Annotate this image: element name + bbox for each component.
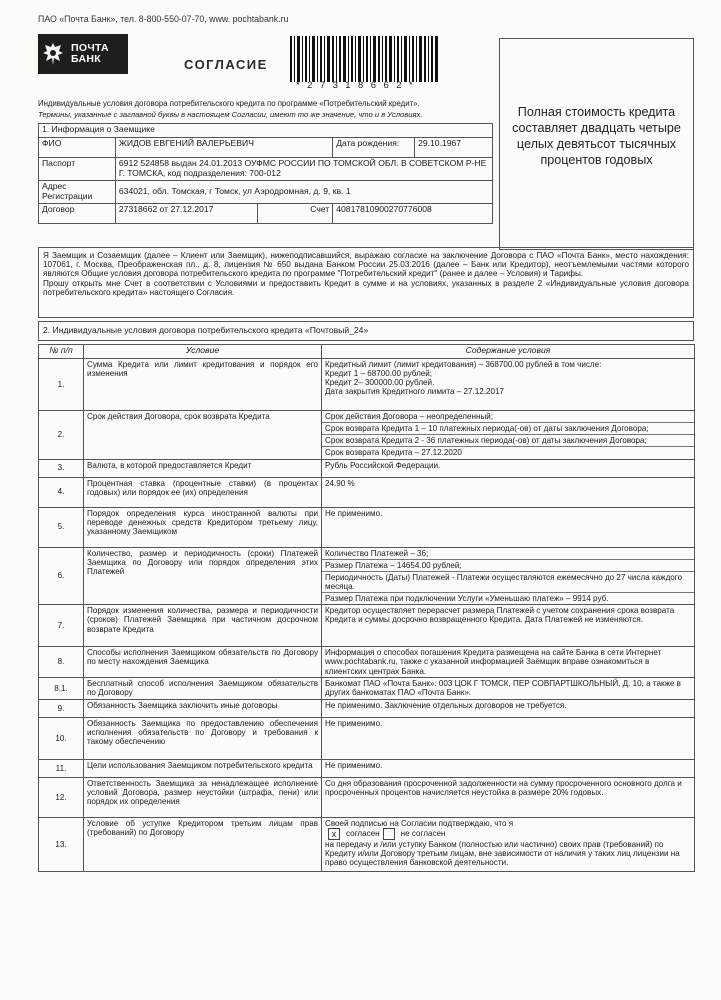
assignment-outro: на передачу и /или уступку Банком (полностью или частично) своих прав (требований) по Кредиту и/или Договору третьим лицам, вне зависимости от наличия у таких лиц лицензии на право осуществления банковской деятельности. <box>325 839 680 868</box>
agree-label: согласен <box>346 828 380 838</box>
agree-checkbox[interactable]: x <box>328 828 340 840</box>
row-condition: Срок действия Договора, срок возврата Кредита <box>84 411 322 460</box>
assignment-choice <box>325 828 691 840</box>
row-content <box>322 677 695 699</box>
row-content <box>322 647 695 677</box>
table-row <box>39 717 695 759</box>
consent-paragraph <box>38 247 694 318</box>
row-content <box>322 547 695 605</box>
row-number: 4. <box>39 477 84 507</box>
row-number: 3. <box>39 459 84 477</box>
column-header-content: Содержание условия <box>322 345 695 359</box>
content-line: Периодичность (Даты) Платежей - Платежи осуществляются ежемесячно до 27 числа каждого месяца. <box>322 571 694 591</box>
intro-line: Индивидуальные условия договора потребительского кредита по программе «Потребительский кредит». <box>38 99 420 108</box>
terms-note: Термины, указанные с заглавной буквы в настоящем Согласии, имеют то же значение, что и в Условиях. <box>38 109 423 119</box>
table-row <box>39 677 695 699</box>
table-row <box>39 647 695 677</box>
content-line: Срок возврата Кредита 1 – 10 платежных периода(-ов) от даты заключения Договора; <box>322 422 694 433</box>
table-row <box>39 507 695 547</box>
content-line: Информация о способах погашения Кредита размещена на сайте Банка в сети Интернет www.pochtabank.ru, также с указанной информацией Заёмщик вправе ознакомиться в клиентских центрах Банка. <box>325 648 662 676</box>
table-row <box>39 359 695 411</box>
row-condition: Валюта, в которой предоставляется Кредит <box>84 459 322 477</box>
content-line: Рубль Российской Федерации. <box>325 460 441 470</box>
account-value: 40817810900270776008 <box>333 203 493 223</box>
row-content <box>322 359 695 411</box>
table-row <box>39 699 695 717</box>
row-condition: Процентная ставка (процентные ставки) (в процентах годовых) или порядок ее (их) определения <box>84 477 322 507</box>
content-line: Банкомат ПАО «Почта Банк»: 003 ЦОК Г ТОМСК, ПЕР СОВПАРТШКОЛЬНЫЙ, Д. 10, а также в других банкоматах ПАО «Почта Банк». <box>325 678 681 697</box>
table-row <box>39 477 695 507</box>
content-line: Срок возврата Кредита – 27.12.2020 <box>322 446 694 457</box>
row-condition: Порядок определения курса иностранной валюты при переводе денежных средств Кредитором третьему лицу, указанному Заемщиком <box>84 507 322 547</box>
content-line: Не применимо. Заключение отдельных договоров не требуется. <box>325 700 567 710</box>
document-title: СОГЛАСИЕ <box>184 57 268 72</box>
bank-contact-line: ПАО «Почта Банк», тел. 8-800-550-07-70, www. pochtabank.ru <box>38 14 289 24</box>
dob-label: Дата рождения: <box>333 138 415 158</box>
row-number: 9. <box>39 699 84 717</box>
row-condition: Цели использования Заемщиком потребительского кредита <box>84 759 322 777</box>
content-line: Кредит 2– 300000.00 рублей. <box>325 378 435 388</box>
row-content <box>322 459 695 477</box>
passport-value: 6912 524858 выдан 24.01.2013 ОУФМС РОССИИ ПО ТОМСКОЙ ОБЛ. В СОВЕТСКОМ Р-НЕ Г. ТОМСКА, код подразделения: 700-012 <box>115 158 492 181</box>
row-number: 8.1. <box>39 677 84 699</box>
full-cost-box <box>499 38 694 250</box>
assignment-intro: Своей подписью на Согласии подтверждаю, что я <box>325 818 514 828</box>
row-content <box>322 777 695 817</box>
row-content <box>322 477 695 507</box>
fio-label: ФИО <box>39 138 116 158</box>
row-condition: Способы исполнения Заемщиком обязательств по Договору по месту нахождения Заемщика <box>84 647 322 677</box>
section1-title: 1. Информация о Заемщике <box>39 124 493 138</box>
row-content <box>322 817 695 871</box>
column-header-condition: Условие <box>84 345 322 359</box>
table-row <box>39 817 695 871</box>
column-header-number: № п/п <box>39 345 84 359</box>
content-line: 24.90 % <box>325 478 355 488</box>
table-row <box>39 547 695 605</box>
row-condition: Условие об уступке Кредитором третьим лицам прав (требований) по Договору <box>84 817 322 871</box>
table-row <box>39 777 695 817</box>
address-value: 634021, обл. Томская, г Томск, ул Аэродромная, д. 9, кв. 1 <box>115 180 492 203</box>
table-row <box>39 411 695 460</box>
content-line: Количество Платежей – 36; <box>325 548 429 558</box>
row-number: 10. <box>39 717 84 759</box>
row-number: 11. <box>39 759 84 777</box>
passport-label: Паспорт <box>39 158 116 181</box>
content-line: Кредитный лимит (лимит кредитования) – 368700.00 рублей в том числе: <box>325 360 602 369</box>
row-condition: Бесплатный способ исполнения Заемщиком обязательств по Договору <box>84 677 322 699</box>
consent-text: Я Заемщик и Созаемщик (далее – Клиент или Заемщик), нижеподписавшийся, выражаю согласие на заключение Договора с ПАО «Почта Банк», место нахождения: 107061, г. Москва, Преображенская пл., д. 8, лицензия № 650 выдана Банком России 25.03.2016 (далее – Банк или Кредитор), неотъемлемыми частями которого являются Общие условия договора потребительского кредита по программе "Потребительский кредит" (ранее и далее – Условия) и Тарифы. <box>43 251 689 279</box>
row-condition: Порядок изменения количества, размера и периодичности (сроков) Платежей Заемщика при частичном досрочном возврате Кредита <box>84 605 322 647</box>
row-condition: Обязанность Заемщика заключить иные договоры <box>84 699 322 717</box>
row-content <box>322 759 695 777</box>
row-number: 2. <box>39 411 84 460</box>
content-line: Дата закрытия Кредитного лимита – 27.12.2017 <box>325 387 505 397</box>
row-content <box>322 507 695 547</box>
row-content <box>322 411 695 460</box>
pochta-bank-logo <box>38 34 128 74</box>
table-row <box>39 459 695 477</box>
table-row <box>39 605 695 647</box>
content-line: Размер Платежа при подключении Услуги «Уменьшаю платеж» – 9914 руб. <box>322 592 694 603</box>
row-condition: Сумма Кредита или лимит кредитования и порядок его изменения <box>84 359 322 411</box>
content-line: Размер Платежа – 14654.00 рублей; <box>322 559 694 570</box>
row-number: 5. <box>39 507 84 547</box>
content-line: Со дня образования просроченной задолженности на сумму просроченного основного долга и просроченных процентов начисляется неустойка в размере 20% годовых. <box>325 778 682 797</box>
logo-text: ПОЧТА БАНК <box>71 41 109 65</box>
fio-value: ЖИДОВ ЕВГЕНИЙ ВАЛЕРЬЕВИЧ <box>115 138 332 158</box>
row-number: 6. <box>39 547 84 605</box>
full-cost-text: Полная стоимость кредита составляет двадцать четыре целых девятьсот тысячных процентов годовых <box>512 105 681 167</box>
row-condition: Обязанность Заемщика по предоставлению обеспечения исполнения обязательств по Договору и требования к такому обеспечению <box>84 717 322 759</box>
row-content <box>322 717 695 759</box>
table-row <box>39 759 695 777</box>
disagree-label: не согласен <box>400 828 446 838</box>
contract-value: 27318662 от 27.12.2017 <box>115 203 258 223</box>
disagree-checkbox[interactable] <box>383 828 395 840</box>
content-line: Не применимо. <box>325 718 383 728</box>
row-number: 7. <box>39 605 84 647</box>
content-line: Кредитор осуществляет перерасчет размера Платежей с учетом сохранения срока возврата Кредита и суммы досрочно возвращенного Кредита. Дата Платежей не изменяются. <box>325 606 675 625</box>
content-line: Срок действия Договора – неопределенный; <box>325 412 494 421</box>
row-condition: Количество, размер и периодичность (сроки) Платежей Заемщика по Договору или порядок определения этих Платежей <box>84 547 322 605</box>
content-line: Кредит 1 – 68700.00 рублей; <box>325 369 433 379</box>
content-line: Срок возврата Кредита 2 - 36 платежных периода(-ов) от даты заключения Договора; <box>322 434 694 445</box>
row-condition: Ответственность Заемщика за ненадлежащее исполнение условий Договора, размер неустойки (штрафа, пени) или порядок их определения <box>84 777 322 817</box>
double-headed-eagle-icon <box>38 34 68 74</box>
row-number: 12. <box>39 777 84 817</box>
row-content <box>322 605 695 647</box>
intro-text <box>38 100 498 120</box>
contract-label: Договор <box>39 203 116 223</box>
loan-conditions-table <box>38 344 695 872</box>
dob-value: 29.10.1967 <box>415 138 493 158</box>
content-line: Не применимо. <box>325 760 383 770</box>
account-request-text: Прошу открыть мне Счет в соответствии с Условиями и предоставить Кредит в сумме и на условиях, указанных в разделе 2 «Индивидуальные условия договора потребительского кредита» настоящего Согласия. <box>43 278 689 297</box>
account-label: Счет <box>258 203 333 223</box>
row-number: 13. <box>39 817 84 871</box>
section2-title: 2. Индивидуальные условия договора потребительского кредита «Почтовый_24» <box>38 321 694 341</box>
row-number: 8. <box>39 647 84 677</box>
row-number: 1. <box>39 359 84 411</box>
row-content <box>322 699 695 717</box>
barcode-image <box>290 36 440 82</box>
borrower-info-table <box>38 123 493 224</box>
barcode-number: * 2 7 3 1 8 6 6 2 * <box>296 80 416 91</box>
content-line: Не применимо. <box>325 508 383 518</box>
address-label: Адрес Регистрации <box>39 180 116 203</box>
